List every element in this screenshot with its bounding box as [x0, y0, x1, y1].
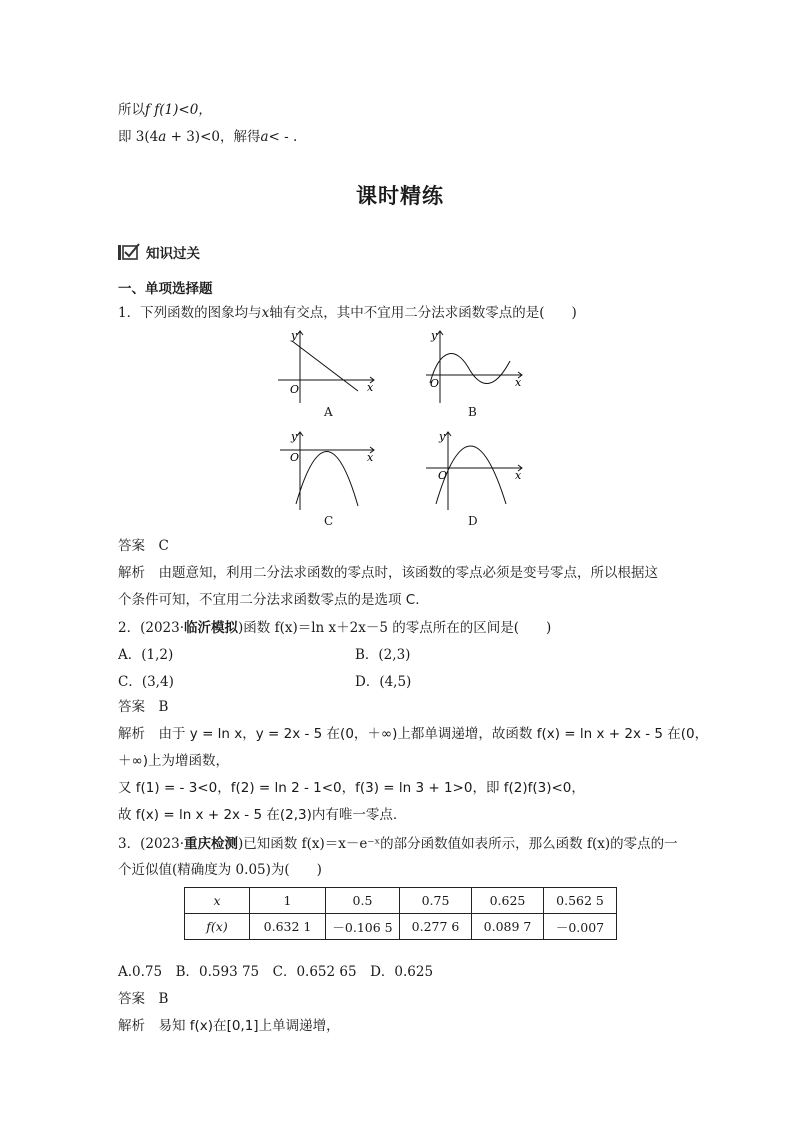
q1-analysis-1: [118, 563, 658, 583]
q3-stem-pre: 3．(2023·: [118, 836, 185, 852]
intro-line-1-math: f f(1)<0，: [145, 102, 212, 118]
graph-d-caption: D: [468, 514, 478, 528]
graph-b-origin: O: [430, 377, 440, 390]
graph-b-x-label: x: [515, 376, 522, 389]
graph-a: [270, 325, 380, 405]
q3-answer-label: 答案: [118, 991, 145, 1007]
section-label: 知识过关: [146, 246, 200, 262]
intro-line-2-end: < - .: [268, 129, 298, 145]
q1-analysis-text-1: 由题意知，利用二分法求函数的零点时，该函数的零点必须是变号零点，所以根据这: [158, 565, 658, 581]
section-header: [118, 241, 200, 263]
intro-line-1: [118, 100, 212, 120]
intro-line-2: [118, 127, 297, 147]
q1-answer-label: 答案: [118, 538, 145, 554]
graph-c-x-label: x: [367, 451, 374, 464]
q3-analysis-text-1: 易知 f(x)在[0,1]上单调递增，: [158, 1018, 340, 1034]
table-cell: 0.089 7: [472, 914, 544, 940]
q2-stem-pre: 2．(2023·: [118, 620, 185, 636]
graph-a-y-label: y: [291, 329, 298, 342]
q2-stem-src: 临沂模拟: [184, 620, 239, 636]
table-cell: －0.007: [544, 914, 617, 940]
q2-option-b: B．(2,3): [355, 647, 411, 663]
graph-a-origin: O: [290, 383, 300, 396]
part1-heading: 一、单项选择题: [118, 281, 213, 297]
q1-stem-post: 轴有交点，其中不宜用二分法求函数零点的是( ): [269, 305, 577, 321]
q1-stem-x: x: [261, 305, 270, 321]
table-cell: 1: [250, 888, 326, 914]
q2-stem: [118, 618, 551, 638]
q3-stem-src: 重庆检测: [184, 836, 239, 852]
graph-c-origin: O: [290, 451, 300, 464]
q3-stem-2: 个近似值(精确度为 0.05)为( ): [118, 862, 322, 878]
intro-line-2-prefix: 即 3(4: [118, 129, 159, 145]
q1-analysis-label: 解析: [118, 565, 145, 581]
graph-b-curve: [430, 354, 510, 384]
q2-option-d: D．(4,5): [355, 674, 412, 690]
q1-stem-pre: 1．下列函数的图象均与: [118, 305, 262, 321]
graph-a-line: [292, 341, 358, 391]
q1-answer: [118, 536, 169, 556]
graph-d-x-label: x: [515, 469, 522, 482]
q1-answer-value: C: [158, 538, 169, 554]
table-cell: 0.625: [472, 888, 544, 914]
q2-answer-label: 答案: [118, 699, 145, 715]
graph-d-y-label: y: [439, 430, 446, 443]
graph-b: [418, 325, 528, 405]
q2-option-a: A．(1,2): [118, 647, 174, 663]
graph-b-y-label: y: [431, 329, 438, 342]
page-title: 课时精练: [356, 184, 444, 208]
q2-stem-post: )函数 f(x)＝ln x＋2x－5 的零点所在的区间是( ): [238, 620, 552, 636]
graph-c: [270, 428, 380, 512]
q3-analysis-label: 解析: [118, 1018, 145, 1034]
q3-answer-value: B: [158, 991, 169, 1007]
intro-line-1-prefix: 所以: [118, 102, 145, 118]
q3-stem: [118, 834, 678, 854]
table-cell: 0.5: [326, 888, 400, 914]
q3-answer: [118, 989, 168, 1009]
graph-c-caption: C: [324, 514, 334, 528]
intro-line-2-a2: a: [260, 129, 269, 145]
table-row: [185, 888, 617, 914]
q1-stem: [118, 303, 577, 323]
table-cell: 0.75: [400, 888, 472, 914]
q3-value-table: [184, 887, 617, 940]
q2-analysis-3: 又 f(1) = - 3<0，f(2) = ln 2 - 1<0，f(3) = ln 3 + 1>0，即 f(2)f(3)<0，: [118, 780, 585, 796]
table-cell: x: [185, 888, 250, 914]
graph-d-origin: O: [438, 469, 448, 482]
graph-a-x-label: x: [367, 381, 374, 394]
table-cell: 0.562 5: [544, 888, 617, 914]
intro-line-2-a: a: [158, 129, 167, 145]
q2-analysis-2: ＋∞)上为增函数，: [118, 753, 230, 769]
q2-option-c: C．(3,4): [118, 674, 174, 690]
q2-analysis-1: [118, 724, 708, 744]
q1-analysis-2: 个条件可知，不宜用二分法求函数零点的是选项 C.: [118, 592, 420, 608]
graph-c-y-label: y: [291, 430, 298, 443]
table-cell: －0.106 5: [326, 914, 400, 940]
graph-b-caption: B: [468, 405, 477, 419]
graph-d: [418, 428, 528, 512]
graph-c-curve: [296, 451, 358, 506]
q2-analysis-text-1: 由于 y = ln x，y = 2x - 5 在(0，＋∞)上都单调递增，故函数 f(x) = ln x + 2x - 5 在(0，: [158, 726, 709, 742]
table-cell: 0.632 1: [250, 914, 326, 940]
q2-analysis-4: 故 f(x) = ln x + 2x - 5 在(2,3)内有唯一零点.: [118, 807, 398, 823]
q2-analysis-label: 解析: [118, 726, 145, 742]
q3-stem-post: )已知函数 f(x)＝x－e⁻ˣ的部分函数值如表所示，那么函数 f(x)的零点的一: [238, 836, 678, 852]
table-cell: 0.277 6: [400, 914, 472, 940]
intro-line-2-mid: + 3)<0，解得: [166, 129, 261, 145]
q3-analysis-1: [118, 1016, 340, 1036]
table-row: [185, 914, 617, 940]
q2-answer-value: B: [158, 699, 169, 715]
table-cell: f(x): [185, 914, 250, 940]
checkbox-icon: [118, 243, 140, 261]
q2-answer: [118, 697, 168, 717]
graph-a-caption: A: [324, 405, 333, 419]
q3-options: A.0.75 B．0.593 75 C．0.652 65 D．0.625: [118, 964, 434, 980]
